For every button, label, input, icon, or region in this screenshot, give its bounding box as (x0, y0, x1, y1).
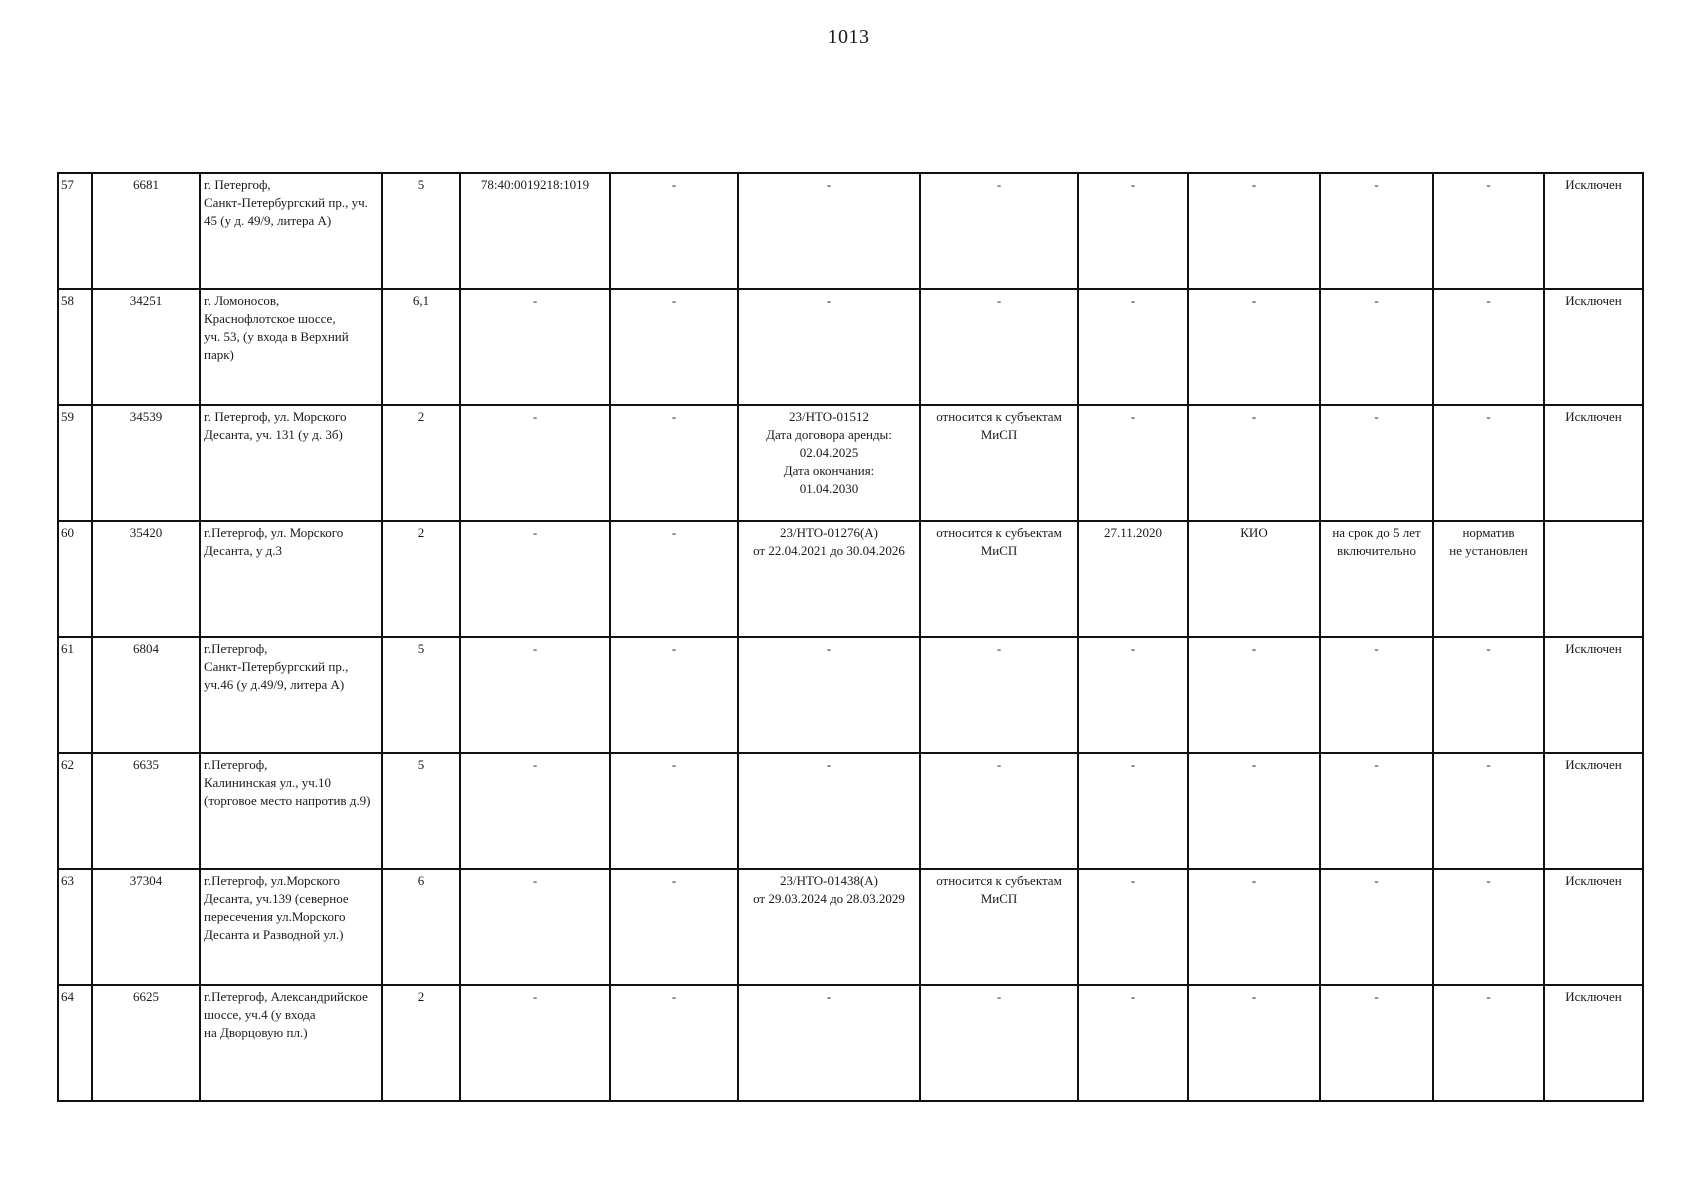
cell-address (200, 637, 382, 753)
cell-address-line: Десанта и Разводной ул.) (204, 927, 344, 942)
cell-contract (738, 637, 920, 753)
cell-cadastral: - (460, 405, 610, 521)
cell-norm-line: - (1486, 757, 1491, 772)
cell-column-6: - (610, 173, 738, 289)
cell-address-line: г. Петергоф, (204, 177, 271, 192)
cell-address-line: уч.46 (у д.49/9, литера А) (204, 677, 345, 692)
cell-subject (920, 637, 1078, 753)
cell-norm-line: - (1486, 989, 1491, 1004)
cell-contract-line: - (826, 757, 832, 772)
cell-subject-line: - (996, 641, 1002, 656)
cell-norm (1433, 173, 1544, 289)
cell-term (1320, 521, 1433, 637)
cell-column-6: - (610, 405, 738, 521)
cell-cadastral: - (460, 637, 610, 753)
cell-contract-line: 23/НТО-01276(А) (779, 525, 879, 540)
cell-row-number: 57 (58, 173, 92, 289)
cell-term-line: включительно (1337, 543, 1416, 558)
table-row (58, 521, 1643, 637)
cell-subject-line: относится к субъектам (936, 409, 1062, 424)
cell-subject (920, 289, 1078, 405)
cell-contract-line: - (826, 641, 832, 656)
cell-organization: - (1188, 289, 1320, 405)
cell-term (1320, 637, 1433, 753)
cell-term-line: - (1374, 757, 1379, 772)
cell-contract-line: - (826, 177, 832, 192)
cell-status: Исключен (1544, 289, 1643, 405)
cell-object-id: 6681 (92, 173, 200, 289)
cell-status: Исключен (1544, 753, 1643, 869)
cell-contract-line: 02.04.2025 (799, 445, 859, 460)
cell-subject-line: МиСП (980, 427, 1018, 442)
cell-contract (738, 985, 920, 1101)
cell-object-id: 6804 (92, 637, 200, 753)
cell-row-number: 59 (58, 405, 92, 521)
cell-contract-line: от 22.04.2021 до 30.04.2026 (753, 543, 905, 558)
cell-norm (1433, 869, 1544, 985)
cell-status (1544, 521, 1643, 637)
cell-contract-line: - (826, 293, 832, 308)
cell-area: 2 (382, 405, 460, 521)
cell-object-id: 6625 (92, 985, 200, 1101)
cell-date: - (1078, 753, 1188, 869)
cell-term-line: - (1374, 641, 1379, 656)
cell-object-id: 37304 (92, 869, 200, 985)
cell-norm (1433, 753, 1544, 869)
cell-area: 6 (382, 869, 460, 985)
cell-subject-line: - (996, 293, 1002, 308)
cell-norm-line: - (1486, 641, 1491, 656)
cell-contract (738, 173, 920, 289)
cell-term (1320, 753, 1433, 869)
cell-norm (1433, 405, 1544, 521)
cell-address-line: Санкт-Петербургский пр., уч. (204, 195, 368, 210)
cell-area: 6,1 (382, 289, 460, 405)
cell-date: 27.11.2020 (1078, 521, 1188, 637)
cell-address-line: г. Петергоф, ул. Морского (204, 409, 347, 424)
cell-organization: КИО (1188, 521, 1320, 637)
cell-organization: - (1188, 637, 1320, 753)
table-row (58, 869, 1643, 985)
cell-norm-line: - (1486, 873, 1491, 888)
cell-term-line: - (1374, 989, 1379, 1004)
cell-contract-line: Дата окончания: (783, 463, 875, 478)
cell-organization: - (1188, 173, 1320, 289)
cell-row-number: 62 (58, 753, 92, 869)
cell-contract (738, 289, 920, 405)
cell-organization: - (1188, 753, 1320, 869)
cell-address (200, 985, 382, 1101)
table-row (58, 637, 1643, 753)
cell-object-id: 34251 (92, 289, 200, 405)
cell-status: Исключен (1544, 869, 1643, 985)
cell-subject (920, 869, 1078, 985)
cell-subject-line: относится к субъектам (936, 525, 1062, 540)
cell-cadastral: 78:40:0019218:1019 (460, 173, 610, 289)
cell-address (200, 521, 382, 637)
cell-address-line: 45 (у д. 49/9, литера А) (204, 213, 332, 228)
cell-date: - (1078, 173, 1188, 289)
table-row (58, 405, 1643, 521)
cell-subject-line: - (996, 757, 1002, 772)
cell-address-line: г.Петергоф, Александрийское (204, 989, 368, 1004)
cell-address-line: Десанта, уч.139 (северное (204, 891, 349, 906)
cell-subject-line: МиСП (980, 891, 1018, 906)
cell-status: Исключен (1544, 405, 1643, 521)
cell-object-id: 6635 (92, 753, 200, 869)
cell-address-line: г.Петергоф, ул. Морского (204, 525, 344, 540)
cell-column-6: - (610, 637, 738, 753)
cell-term-line: на срок до 5 лет (1332, 525, 1421, 540)
cell-address-line: Десанта, у д.3 (204, 543, 282, 558)
cell-term (1320, 405, 1433, 521)
cell-subject-line: относится к субъектам (936, 873, 1062, 888)
cell-term-line: - (1374, 293, 1379, 308)
cell-norm (1433, 289, 1544, 405)
cell-address-line: уч. 53, (у входа в Верхний (204, 329, 349, 344)
page-number: 1013 (827, 26, 870, 48)
cell-term-line: - (1374, 409, 1379, 424)
cell-address-line: г.Петергоф, ул.Морского (204, 873, 340, 888)
cell-date: - (1078, 869, 1188, 985)
cell-status: Исключен (1544, 173, 1643, 289)
cell-organization: - (1188, 869, 1320, 985)
cell-contract-line: 23/НТО-01438(А) (779, 873, 879, 888)
cell-address-line: шоссе, уч.4 (у входа (204, 1007, 316, 1022)
cell-term-line: - (1374, 177, 1379, 192)
cell-row-number: 58 (58, 289, 92, 405)
cell-subject (920, 985, 1078, 1101)
cell-contract (738, 753, 920, 869)
cell-date: - (1078, 405, 1188, 521)
cell-norm (1433, 521, 1544, 637)
cell-status: Исключен (1544, 637, 1643, 753)
cell-cadastral: - (460, 289, 610, 405)
cell-norm-line: не установлен (1449, 543, 1528, 558)
cell-contract (738, 405, 920, 521)
cell-term-line: - (1374, 873, 1379, 888)
cell-address (200, 289, 382, 405)
cell-contract-line: Дата договора аренды: (766, 427, 892, 442)
cell-area: 2 (382, 985, 460, 1101)
cell-row-number: 60 (58, 521, 92, 637)
cell-address-line: г.Петергоф, (204, 641, 268, 656)
cell-address-line: Краснофлотское шоссе, (204, 311, 336, 326)
cell-column-6: - (610, 869, 738, 985)
cell-address (200, 173, 382, 289)
cell-cadastral: - (460, 985, 610, 1101)
cell-date: - (1078, 985, 1188, 1101)
cell-cadastral: - (460, 869, 610, 985)
cell-area: 2 (382, 521, 460, 637)
cell-area: 5 (382, 637, 460, 753)
cell-address-line: на Дворцовую пл.) (204, 1025, 308, 1040)
cell-subject (920, 521, 1078, 637)
cell-subject (920, 173, 1078, 289)
cell-object-id: 35420 (92, 521, 200, 637)
cell-norm-line: - (1486, 177, 1491, 192)
cell-column-6: - (610, 985, 738, 1101)
cell-area: 5 (382, 753, 460, 869)
cell-organization: - (1188, 985, 1320, 1101)
cell-term (1320, 869, 1433, 985)
cell-address-line: Калининская ул., уч.10 (204, 775, 332, 790)
cell-date: - (1078, 637, 1188, 753)
registry-table (57, 172, 1644, 1102)
cell-subject (920, 753, 1078, 869)
cell-term (1320, 173, 1433, 289)
cell-subject (920, 405, 1078, 521)
cell-contract-line: 23/НТО-01512 (789, 409, 869, 424)
table-row (58, 985, 1643, 1101)
cell-address (200, 405, 382, 521)
cell-contract-line: 01.04.2030 (799, 481, 859, 496)
table-row (58, 173, 1643, 289)
cell-norm-line: - (1486, 409, 1491, 424)
cell-cadastral: - (460, 521, 610, 637)
cell-column-6: - (610, 289, 738, 405)
cell-norm-line: - (1486, 293, 1491, 308)
cell-subject-line: - (996, 177, 1002, 192)
cell-address (200, 869, 382, 985)
cell-contract (738, 521, 920, 637)
table-row (58, 289, 1643, 405)
cell-row-number: 63 (58, 869, 92, 985)
cell-object-id: 34539 (92, 405, 200, 521)
cell-address-line: (торговое место напротив д.9) (204, 793, 371, 808)
table-body (58, 173, 1643, 1101)
cell-subject-line: - (996, 989, 1002, 1004)
cell-norm (1433, 637, 1544, 753)
cell-contract (738, 869, 920, 985)
cell-column-6: - (610, 521, 738, 637)
cell-address (200, 753, 382, 869)
cell-row-number: 61 (58, 637, 92, 753)
cell-area: 5 (382, 173, 460, 289)
cell-row-number: 64 (58, 985, 92, 1101)
cell-address-line: Санкт-Петербургский пр., (204, 659, 349, 674)
cell-date: - (1078, 289, 1188, 405)
cell-organization: - (1188, 405, 1320, 521)
table-row (58, 753, 1643, 869)
cell-contract-line: - (826, 989, 832, 1004)
cell-column-6: - (610, 753, 738, 869)
cell-subject-line: МиСП (980, 543, 1018, 558)
cell-term (1320, 985, 1433, 1101)
cell-status: Исключен (1544, 985, 1643, 1101)
cell-term (1320, 289, 1433, 405)
cell-address-line: пересечения ул.Морского (204, 909, 346, 924)
cell-norm-line: норматив (1462, 525, 1515, 540)
cell-address-line: г. Ломоносов, (204, 293, 280, 308)
cell-address-line: Десанта, уч. 131 (у д. 3б) (204, 427, 343, 442)
cell-cadastral: - (460, 753, 610, 869)
cell-address-line: г.Петергоф, (204, 757, 268, 772)
cell-contract-line: от 29.03.2024 до 28.03.2029 (753, 891, 905, 906)
cell-address-line: парк) (204, 347, 234, 362)
cell-norm (1433, 985, 1544, 1101)
